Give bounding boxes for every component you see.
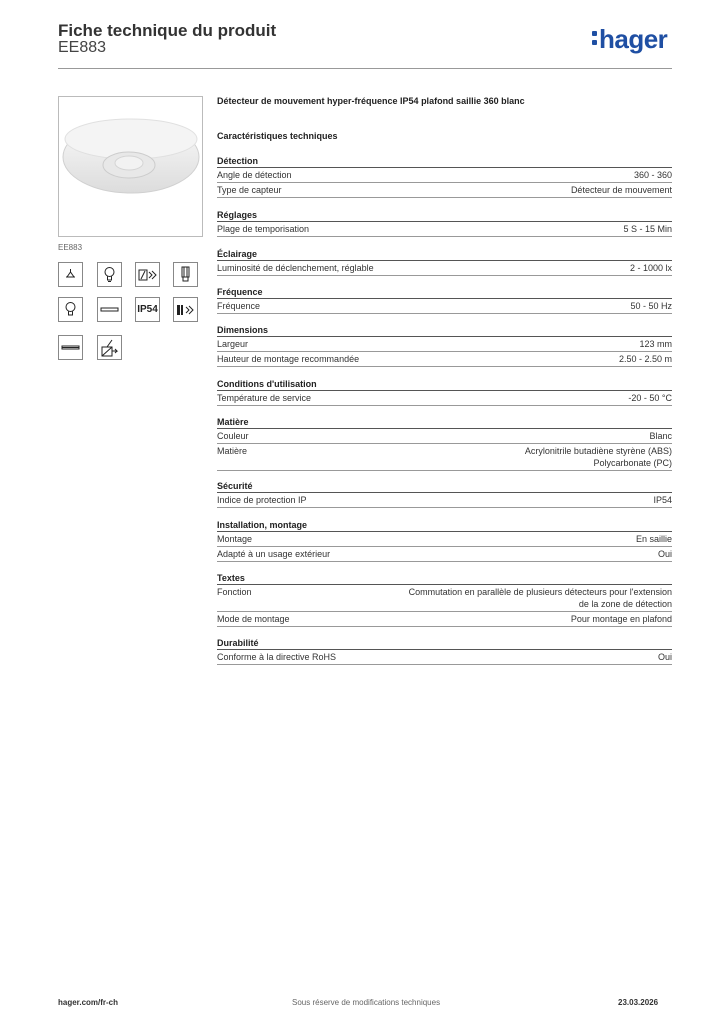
spec-group-title: Fréquence [217, 287, 263, 297]
spec-label: Plage de temporisation [217, 224, 310, 234]
ceiling-mount-icon [97, 335, 122, 360]
spec-label: Matière [217, 446, 248, 456]
hager-logo [592, 26, 667, 52]
spec-value: 5 S - 15 Min [623, 224, 672, 234]
spec-value: Blanc [649, 431, 672, 441]
spec-group [217, 248, 672, 276]
spec-value: 2.50 - 2.50 m [618, 354, 672, 364]
spec-group [217, 519, 672, 562]
logo-text: hager [599, 24, 668, 54]
spec-row [217, 261, 672, 276]
footer-website[interactable]: hager.com/fr-ch [58, 998, 119, 1007]
spec-row [217, 612, 672, 627]
photo-caption: EE883 [58, 243, 83, 252]
spec-label: Type de capteur [217, 185, 282, 195]
spec-group [217, 286, 672, 314]
spec-group-title: Dimensions [217, 325, 269, 335]
spec-group [217, 637, 672, 665]
spec-row [217, 337, 672, 352]
spec-label: Mode de montage [217, 614, 290, 624]
spec-label: Couleur [217, 431, 249, 441]
strip-light-icon [97, 297, 122, 322]
spec-row [217, 444, 672, 471]
spec-group [217, 416, 672, 471]
spec-group-title: Installation, montage [217, 520, 308, 530]
spec-value: Oui [657, 652, 672, 662]
spec-label: Indice de protection IP [217, 495, 307, 505]
spec-value: IP54 [653, 495, 672, 505]
spec-label: Angle de détection [217, 170, 292, 180]
spec-value: Commutation en parallèle de plusieurs détecteurs pour l'extension de la zone de détection [408, 587, 672, 609]
bulb-icon [97, 262, 122, 287]
spec-value: Acrylonitrile butadiène styrène (ABS) Polycarbonate (PC) [524, 446, 672, 468]
spec-value: Oui [657, 549, 672, 559]
spec-value: En saillie [635, 534, 672, 544]
header-divider [58, 68, 672, 69]
fluorescent-tube-icon [173, 262, 198, 287]
spec-group-title: Réglages [217, 210, 258, 220]
spec-row [217, 650, 672, 665]
spec-row [217, 168, 672, 183]
spec-label: Conforme à la directive RoHS [217, 652, 337, 662]
spec-row [217, 532, 672, 547]
spec-group-title: Durabilité [217, 638, 259, 648]
spec-group [217, 572, 672, 627]
spec-group-title: Textes [217, 573, 245, 583]
spec-value: 50 - 50 Hz [630, 301, 672, 311]
spec-label: Température de service [217, 393, 312, 403]
spec-row [217, 429, 672, 444]
spec-group-title: Conditions d'utilisation [217, 379, 317, 389]
page-title: Fiche technique du produit [58, 21, 277, 40]
section-title: Caractéristiques techniques [217, 131, 338, 141]
footer-disclaimer: Sous réserve de modifications techniques [292, 998, 441, 1007]
spec-row [217, 183, 672, 198]
spec-group-title: Matière [217, 417, 249, 427]
spec-value: 123 mm [639, 339, 672, 349]
spec-value: 360 - 360 [633, 170, 672, 180]
spec-row [217, 391, 672, 406]
spec-label: Fonction [217, 587, 252, 597]
spec-row [217, 585, 672, 612]
spec-group [217, 378, 672, 406]
spec-group-title: Éclairage [217, 249, 258, 259]
footer-date: 23.03.2026 [618, 998, 659, 1007]
spec-group [217, 480, 672, 508]
spec-label: Montage [217, 534, 253, 544]
motion-sensor-icon [135, 262, 160, 287]
spec-label: Hauteur de montage recommandée [217, 354, 360, 364]
spec-value: Pour montage en plafond [570, 614, 672, 624]
spec-group-title: Détection [217, 156, 259, 166]
spec-label: Adapté à un usage extérieur [217, 549, 331, 559]
spec-group [217, 155, 672, 198]
spec-label: Largeur [217, 339, 249, 349]
spec-group-title: Sécurité [217, 481, 253, 491]
bulb-outline-icon [58, 297, 83, 322]
radio-sensor-icon [173, 297, 198, 322]
spec-group [217, 209, 672, 237]
product-photo [58, 96, 203, 237]
product-reference: EE883 [58, 39, 107, 56]
spec-label: Luminosité de déclenchement, réglable [217, 263, 374, 273]
spec-value: -20 - 50 °C [628, 393, 672, 403]
linear-tube-icon [58, 335, 83, 360]
spec-row [217, 547, 672, 562]
spec-value: 2 - 1000 lx [629, 263, 672, 273]
spec-label: Fréquence [217, 301, 261, 311]
spec-row [217, 299, 672, 314]
spec-group [217, 324, 672, 367]
spec-value: Détecteur de mouvement [570, 185, 672, 195]
spec-row [217, 222, 672, 237]
product-title: Détecteur de mouvement hyper-fréquence IP54 plafond saillie 360 blanc [217, 96, 525, 106]
spec-row [217, 493, 672, 508]
spec-row [217, 352, 672, 367]
lamp-icon [58, 262, 83, 287]
ip54-badge: IP54 [135, 297, 160, 322]
